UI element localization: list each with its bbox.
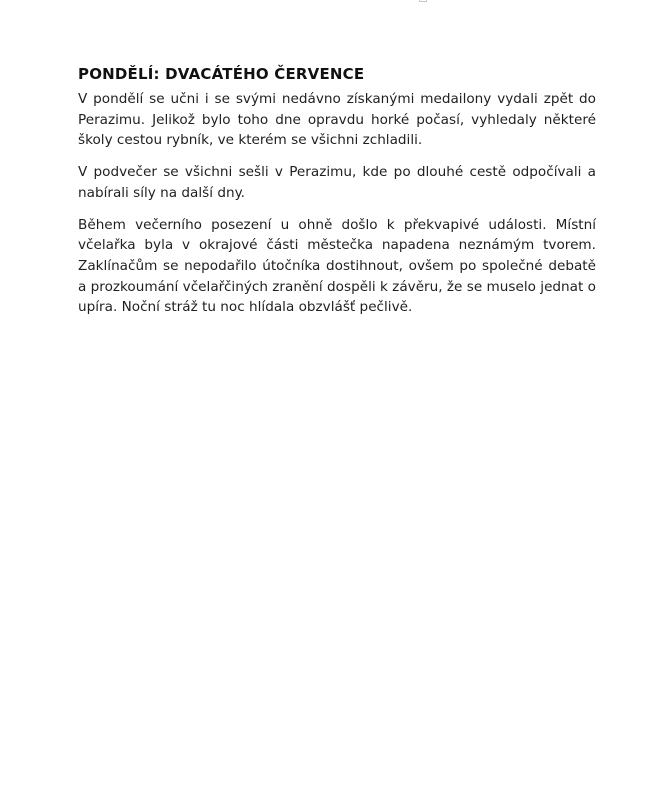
paragraph-evening-rest: V podvečer se všichni sešli v Perazimu, kde po dlouhé cestě odpočívali a nabírali síly na další dny. <box>78 164 596 201</box>
section-heading: PONDĚLÍ: DVACÁTÉHO ČERVENCE <box>78 65 365 83</box>
paragraph-vampire-attack: Během večerního posezení u ohně došlo k překvapivé události. Místní včelařka byla v okrajové části městečka napadena neznámým tvorem. Zaklínačům se nepodařilo útočníka dostihnout, ovšem po společné debatě a prozkoumání včelařčiných zranění dospěli k závěru, že se muselo jednat o upíra. Noční stráž tu noc hlídala obzvlášť pečlivě. <box>78 216 596 316</box>
page-content <box>78 64 596 329</box>
paragraph-return-to-perazim: V pondělí se učni i se svými nedávno získanými medailony vydali zpět do Perazimu. Jelikož bylo toho dne opravdu horké počasí, vyhledaly některé školy cestou rybník, ve kterém se všichni zchladili. <box>78 91 596 149</box>
page-top-marker <box>419 0 427 2</box>
